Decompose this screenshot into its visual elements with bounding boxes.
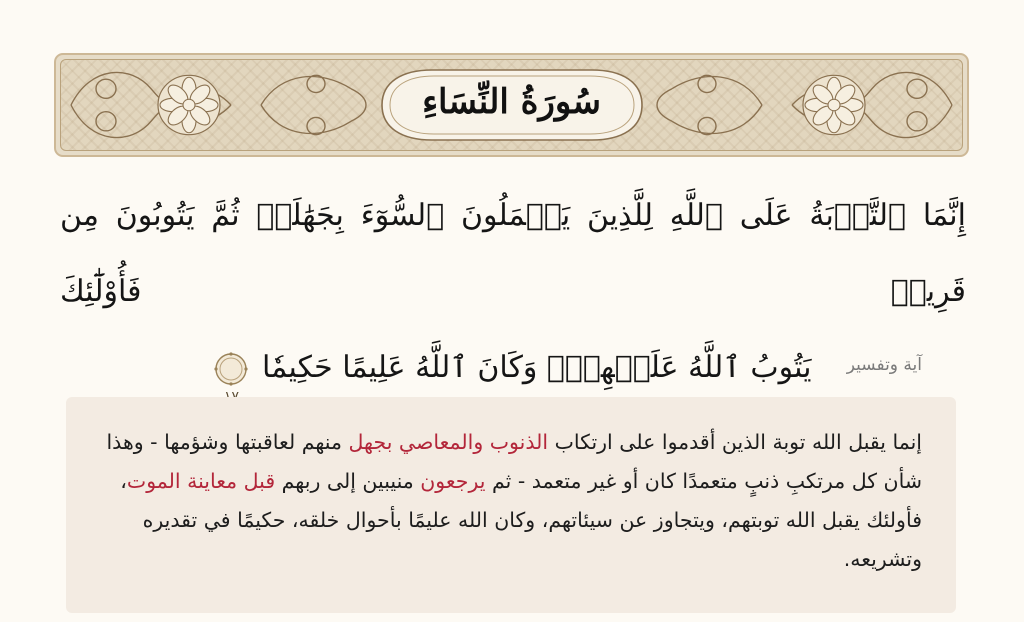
ayah-line-2-text: يَتُوبُ ٱللَّهُ عَلَيۡهِمۡۗ وَكَانَ ٱللَّهُ عَلِيمًا حَكِيمٗا (262, 350, 812, 385)
tafsir-highlight: الذنوب والمعاصي بجهل (348, 430, 549, 454)
right-arabesque-ornament (642, 60, 962, 150)
tafsir-highlight: يرجعون (420, 469, 486, 493)
tafsir-segment: إنما يقبل الله توبة الذين أقدموا على ارتكاب (548, 430, 922, 454)
tafsir-segment: منهم لعاقبتها وشؤمها - وهذا شأن كل مرتكبِ ذنبٍ متعمدًا كان أو غير متعمد - ثم (106, 430, 922, 493)
ayah-text[interactable] (60, 178, 966, 406)
surah-title-cartouche (362, 64, 662, 146)
section-label: آية وتفسير (846, 355, 922, 375)
tafsir-segment: ، فأولئك يقبل الله توبتهم، ويتجاوز عن سيئاتهم، وكان الله عليمًا بأحوال خلقه، حكيمًا في تقديره وتشريعه. (120, 469, 922, 571)
tafsir-segment: منيبين إلى ربهم (275, 469, 421, 493)
surah-title: سُورَةُ النِّسَاءِ (422, 82, 601, 122)
surah-banner (54, 53, 969, 157)
ayah-line-1: إِنَّمَا ٱلتَّوۡبَةُ عَلَى ٱللَّهِ لِلَّذِينَ يَعۡمَلُونَ ٱلسُّوٓءَ بِجَهَٰلَةٖ ثُمَّ يَتُوبُونَ مِن قَرِيبٖ فَأُوْلَٰٓئِكَ (60, 198, 966, 309)
ayah-line-2 (60, 330, 966, 406)
ayah-end-marker (214, 352, 248, 386)
tafsir-highlight: قبل معاينة الموت (126, 469, 276, 493)
tafsir-text[interactable] (100, 423, 922, 579)
left-arabesque-ornament (61, 60, 381, 150)
tafsir-card (66, 397, 956, 613)
surah-banner-frame (60, 59, 963, 151)
